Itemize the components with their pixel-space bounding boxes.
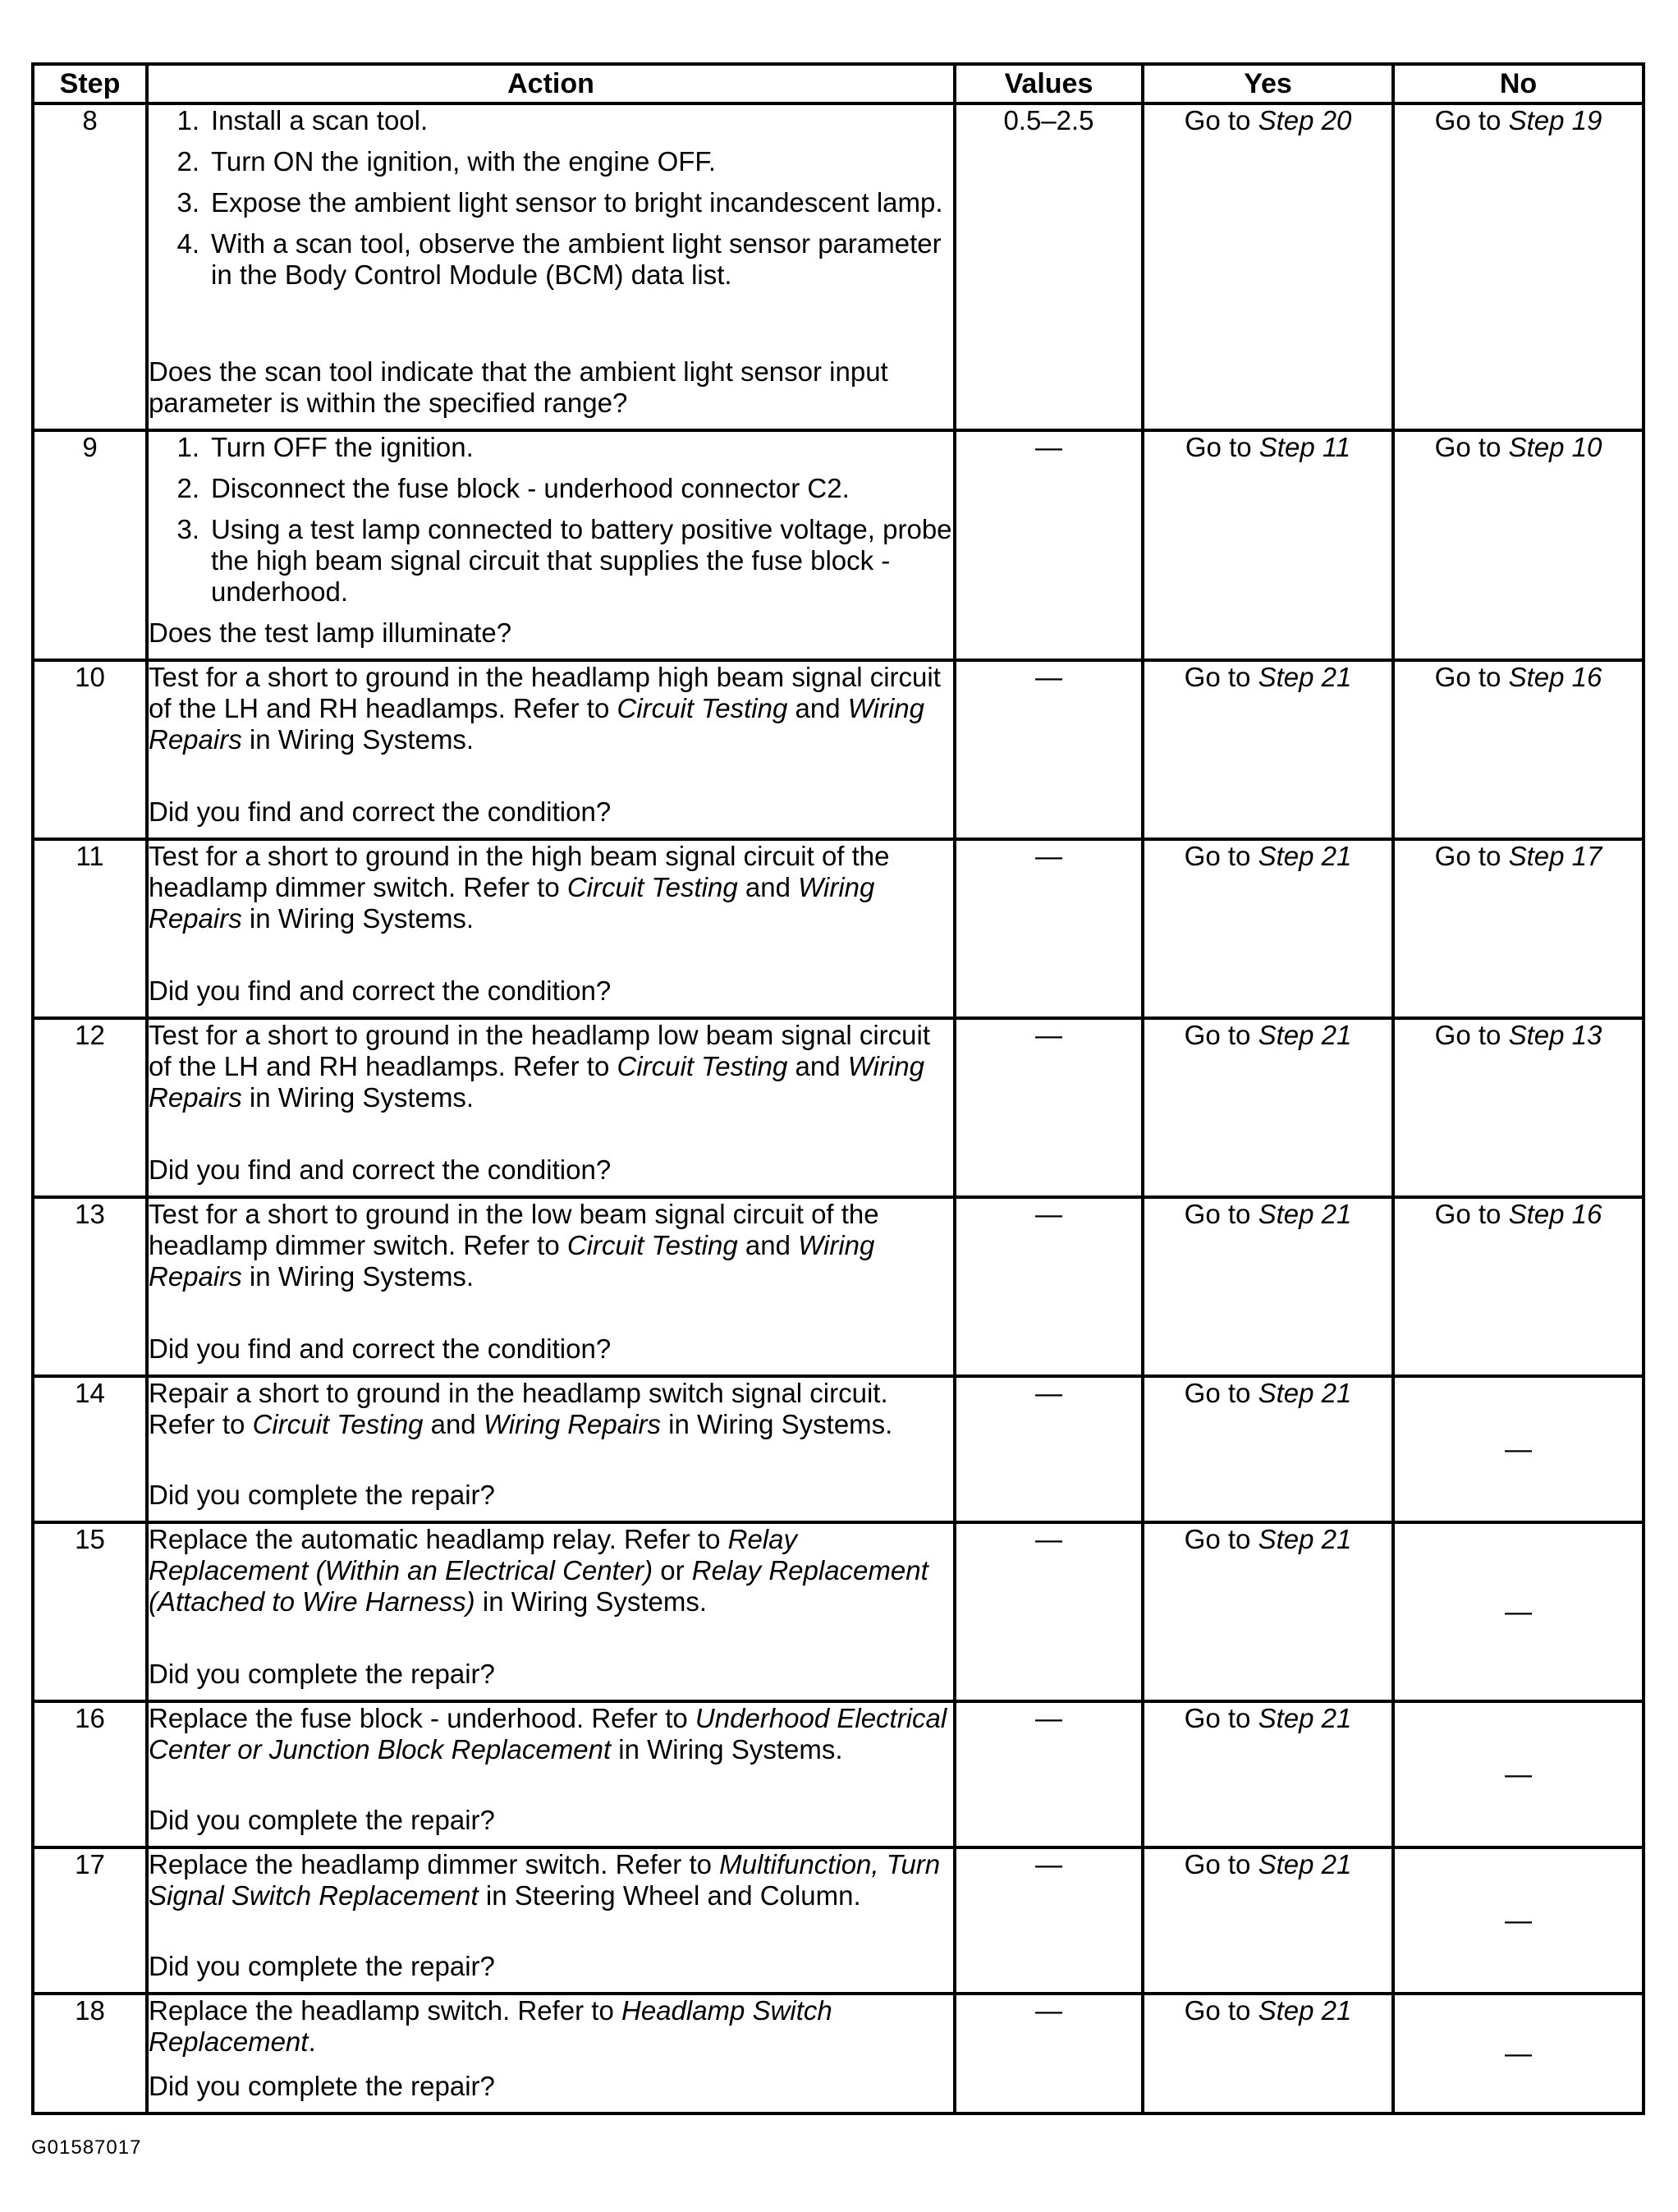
action-cell (147, 660, 955, 839)
reference-link: Circuit Testing (566, 872, 738, 902)
figure-id: G01587017 (31, 2136, 142, 2159)
action-content (149, 432, 953, 649)
value-text: — (1035, 1849, 1062, 1879)
step-number: 12 (33, 1018, 147, 1197)
reference-link: Wiring Repairs (149, 693, 924, 755)
yes-cell (1143, 1994, 1393, 2113)
table-row (33, 1197, 1644, 1376)
action-text (149, 1524, 953, 1618)
goto-prefix: Go to (1434, 1199, 1501, 1229)
goto-prefix: Go to (1184, 841, 1251, 871)
action-step-text: Disconnect the fuse block - underhood connector C2. (211, 473, 850, 503)
header-values: Values (955, 64, 1143, 103)
value-text: — (1035, 1995, 1062, 2026)
action-text-segment: in Wiring Systems. (241, 1261, 475, 1292)
action-instructions (149, 105, 953, 301)
table-row (33, 1018, 1644, 1197)
yes-cell (1143, 430, 1393, 660)
value-cell (955, 1018, 1143, 1197)
action-step-number: 1. (177, 432, 199, 462)
value-text: — (1035, 662, 1062, 692)
action-content (149, 105, 953, 419)
no-cell (1393, 1522, 1644, 1701)
goto-step-ref: Step 10 (1508, 432, 1602, 462)
reference-link: Circuit Testing (566, 1230, 738, 1260)
action-cell (147, 1522, 955, 1701)
action-step-number: 4. (177, 228, 199, 259)
value-cell (955, 1701, 1143, 1847)
action-text (149, 1703, 953, 1765)
table-body (33, 103, 1644, 2113)
action-steps-list (149, 105, 953, 291)
reference-link: Wiring Repairs (149, 1230, 875, 1292)
goto-step-ref: Step 21 (1258, 1199, 1352, 1229)
action-step-number: 2. (177, 473, 199, 503)
diagnostic-table (31, 62, 1645, 2115)
action-text-segment: in Wiring Systems. (241, 903, 475, 934)
no-cell (1393, 430, 1644, 660)
action-instructions (149, 1199, 953, 1292)
action-step-item (149, 228, 953, 291)
action-text-segment: and (787, 1051, 848, 1081)
action-instructions (149, 662, 953, 755)
goto-step-ref: Step 21 (1258, 1703, 1352, 1733)
yes-cell (1143, 103, 1393, 430)
goto-step-ref: Step 21 (1258, 1020, 1352, 1050)
goto-step-ref: Step 16 (1508, 1199, 1602, 1229)
yes-cell (1143, 1701, 1393, 1847)
reference-link: Headlamp Switch Replacement (149, 1995, 832, 2057)
action-cell (147, 1197, 955, 1376)
action-text-segment: Replace the headlamp dimmer switch. Refer to (149, 1849, 720, 1879)
action-content (149, 1020, 953, 1186)
yes-cell (1143, 1018, 1393, 1197)
action-step-number: 3. (177, 514, 199, 544)
action-text (149, 1995, 953, 2058)
action-question: Does the test lamp illuminate? (149, 617, 512, 648)
goto-step-ref: Step 20 (1258, 105, 1352, 135)
step-number: 16 (33, 1701, 147, 1847)
goto-prefix: Go to (1184, 1703, 1251, 1733)
no-action-dash: — (1505, 2038, 1532, 2068)
goto-step-ref: Step 21 (1258, 662, 1352, 692)
value-text: — (1035, 432, 1062, 462)
yes-cell (1143, 839, 1393, 1018)
goto-step-ref: Step 16 (1508, 662, 1602, 692)
action-question: Did you complete the repair? (149, 1659, 495, 1689)
action-text (149, 1020, 953, 1113)
yes-cell (1143, 1376, 1393, 1522)
no-cell (1393, 1376, 1644, 1522)
action-instructions (149, 1524, 953, 1618)
header-yes: Yes (1143, 64, 1393, 103)
action-instructions (149, 1849, 953, 1911)
goto-prefix: Go to (1184, 1524, 1251, 1554)
action-step-text: With a scan tool, observe the ambient light sensor parameter in the Body Control Module (BCM) data list. (211, 228, 942, 290)
table-row (33, 1847, 1644, 1994)
no-cell (1393, 1197, 1644, 1376)
action-text-segment: Repair a short to ground in the headlamp switch signal circuit. Refer to (149, 1378, 888, 1439)
action-instructions (149, 1020, 953, 1113)
action-question: Did you complete the repair? (149, 1951, 495, 1981)
action-question: Did you complete the repair? (149, 1480, 495, 1510)
action-content (149, 662, 953, 828)
action-cell (147, 839, 955, 1018)
action-text-segment: Test for a short to ground in the low beam signal circuit of the headlamp dimmer switch. Refer to (149, 1199, 879, 1260)
action-question: Did you find and correct the condition? (149, 1333, 612, 1364)
action-text-segment: Replace the headlamp switch. Refer to (149, 1995, 621, 2026)
table-row (33, 103, 1644, 430)
action-question: Did you find and correct the condition? (149, 1154, 612, 1185)
reference-link: Multifunction, Turn Signal Switch Replacement (149, 1849, 941, 1911)
reference-link: Circuit Testing (617, 1051, 788, 1081)
action-cell (147, 1847, 955, 1994)
goto-prefix: Go to (1434, 1020, 1501, 1050)
action-text-segment: . (308, 2026, 316, 2057)
action-question: Does the scan tool indicate that the ambient light sensor input parameter is within the specified range? (149, 356, 888, 418)
no-cell (1393, 839, 1644, 1018)
header-step: Step (33, 64, 147, 103)
goto-prefix: Go to (1184, 1995, 1251, 2026)
step-number: 8 (33, 103, 147, 430)
no-cell (1393, 103, 1644, 430)
goto-prefix: Go to (1184, 662, 1251, 692)
goto-step-ref: Step 21 (1258, 1524, 1352, 1554)
value-cell (955, 839, 1143, 1018)
action-instructions (149, 841, 953, 934)
goto-prefix: Go to (1184, 1199, 1251, 1229)
goto-step-ref: Step 21 (1258, 841, 1352, 871)
table-row (33, 1522, 1644, 1701)
action-step-item (149, 187, 953, 218)
action-question: Did you complete the repair? (149, 1805, 495, 1835)
no-action-dash: — (1505, 1905, 1532, 1935)
action-text (149, 841, 953, 934)
action-steps-list (149, 432, 953, 608)
action-cell (147, 1376, 955, 1522)
action-text-segment: Test for a short to ground in the headlamp high beam signal circuit of the LH and RH headlamps. Refer to (149, 662, 941, 723)
action-text-segment: and (787, 693, 848, 723)
goto-step-ref: Step 19 (1508, 105, 1602, 135)
step-number: 11 (33, 839, 147, 1018)
action-step-item (149, 146, 953, 177)
header-action: Action (147, 64, 955, 103)
action-text-segment: Test for a short to ground in the high beam signal circuit of the headlamp dimmer switch. Refer to (149, 841, 890, 902)
action-content (149, 841, 953, 1007)
step-number: 10 (33, 660, 147, 839)
goto-prefix: Go to (1184, 1378, 1251, 1408)
step-number: 9 (33, 430, 147, 660)
action-step-item (149, 473, 953, 504)
action-step-item (149, 105, 953, 136)
goto-prefix: Go to (1434, 105, 1501, 135)
reference-link: Wiring Repairs (149, 1051, 924, 1113)
step-number: 13 (33, 1197, 147, 1376)
goto-step-ref: Step 21 (1258, 1995, 1352, 2026)
action-text-segment: Replace the fuse block - underhood. Refer to (149, 1703, 695, 1733)
goto-prefix: Go to (1184, 1020, 1251, 1050)
value-text: 0.5–2.5 (1003, 105, 1094, 135)
value-cell (955, 1197, 1143, 1376)
action-text-segment: in Wiring Systems. (241, 1082, 475, 1113)
action-text-segment: in Wiring Systems. (241, 724, 475, 755)
goto-step-ref: Step 11 (1258, 432, 1351, 462)
action-content (149, 1524, 953, 1690)
action-cell (147, 1701, 955, 1847)
action-content (149, 1199, 953, 1365)
action-question: Did you find and correct the condition? (149, 796, 612, 827)
table-row (33, 839, 1644, 1018)
action-content (149, 1995, 953, 2102)
action-text (149, 1199, 953, 1292)
step-number: 15 (33, 1522, 147, 1701)
reference-link: Relay Replacement (Within an Electrical Center) (149, 1524, 797, 1586)
reference-link: Circuit Testing (252, 1409, 424, 1439)
no-cell (1393, 1847, 1644, 1994)
table-row (33, 660, 1644, 839)
action-step-text: Install a scan tool. (211, 105, 429, 135)
value-cell (955, 1847, 1143, 1994)
action-step-item (149, 432, 953, 463)
action-cell (147, 1994, 955, 2113)
yes-cell (1143, 1522, 1393, 1701)
action-step-item (149, 514, 953, 608)
table-row (33, 1994, 1644, 2113)
step-number: 18 (33, 1994, 147, 2113)
action-question: Did you find and correct the condition? (149, 975, 612, 1006)
action-text-segment: in Wiring Systems. (660, 1409, 893, 1439)
reference-link: Circuit Testing (617, 693, 788, 723)
action-text-segment: in Steering Wheel and Column. (478, 1880, 861, 1911)
value-text: — (1035, 1199, 1062, 1229)
action-text-segment: in Wiring Systems. (475, 1586, 708, 1617)
no-action-dash: — (1505, 1434, 1532, 1464)
action-text-segment: and (423, 1409, 484, 1439)
reference-link: Wiring Repairs (149, 872, 875, 934)
value-cell (955, 1376, 1143, 1522)
goto-step-ref: Step 17 (1508, 841, 1602, 871)
action-text-segment: Replace the automatic headlamp relay. Refer to (149, 1524, 728, 1554)
goto-step-ref: Step 13 (1508, 1020, 1602, 1050)
action-cell (147, 1018, 955, 1197)
value-text: — (1035, 1524, 1062, 1554)
no-cell (1393, 660, 1644, 839)
table-row (33, 1701, 1644, 1847)
no-cell (1393, 1994, 1644, 2113)
action-step-number: 1. (177, 105, 199, 135)
action-step-text: Using a test lamp connected to battery positive voltage, probe the high beam signal circuit that supplies the fuse block - underhood. (211, 514, 952, 607)
no-cell (1393, 1701, 1644, 1847)
yes-cell (1143, 1847, 1393, 1994)
yes-cell (1143, 1197, 1393, 1376)
action-step-text: Turn OFF the ignition. (211, 432, 474, 462)
value-text: — (1035, 1378, 1062, 1408)
action-step-text: Expose the ambient light sensor to bright incandescent lamp. (211, 187, 943, 218)
header-row (33, 64, 1644, 103)
goto-step-ref: Step 21 (1258, 1378, 1352, 1408)
step-number: 17 (33, 1847, 147, 1994)
action-step-number: 3. (177, 187, 199, 218)
reference-link: Underhood Electrical Center or Junction Block Replacement (149, 1703, 947, 1765)
action-text-segment: Test for a short to ground in the headlamp low beam signal circuit of the LH and RH headlamps. Refer to (149, 1020, 931, 1081)
table-row (33, 430, 1644, 660)
action-content (149, 1703, 953, 1836)
action-text (149, 1849, 953, 1911)
value-cell (955, 660, 1143, 839)
action-text-segment: and (737, 1230, 799, 1260)
reference-link: Wiring Repairs (483, 1409, 661, 1439)
action-cell (147, 430, 955, 660)
action-instructions (149, 1378, 953, 1440)
no-action-dash: — (1505, 1759, 1532, 1789)
no-action-dash: — (1505, 1596, 1532, 1627)
value-text: — (1035, 841, 1062, 871)
action-step-number: 2. (177, 146, 199, 177)
action-instructions (149, 432, 953, 617)
goto-prefix: Go to (1434, 432, 1501, 462)
header-no: No (1393, 64, 1644, 103)
yes-cell (1143, 660, 1393, 839)
action-text (149, 662, 953, 755)
value-cell (955, 103, 1143, 430)
action-text (149, 1378, 953, 1440)
value-text: — (1035, 1703, 1062, 1733)
goto-prefix: Go to (1185, 432, 1252, 462)
value-cell (955, 1994, 1143, 2113)
reference-link: Relay Replacement (Attached to Wire Harness) (149, 1555, 928, 1617)
goto-prefix: Go to (1434, 662, 1501, 692)
action-text-segment: and (737, 872, 799, 902)
table-row (33, 1376, 1644, 1522)
action-text-segment: in Wiring Systems. (611, 1734, 843, 1765)
action-question: Did you complete the repair? (149, 2071, 495, 2101)
no-cell (1393, 1018, 1644, 1197)
goto-prefix: Go to (1434, 841, 1501, 871)
action-content (149, 1849, 953, 1982)
action-instructions (149, 1995, 953, 2058)
action-step-text: Turn ON the ignition, with the engine OFF. (211, 146, 717, 177)
goto-step-ref: Step 21 (1258, 1849, 1352, 1879)
value-cell (955, 1522, 1143, 1701)
goto-prefix: Go to (1184, 1849, 1251, 1879)
step-number: 14 (33, 1376, 147, 1522)
value-cell (955, 430, 1143, 660)
action-text-segment: or (653, 1555, 692, 1586)
action-cell (147, 103, 955, 430)
goto-prefix: Go to (1184, 105, 1251, 135)
action-content (149, 1378, 953, 1511)
action-instructions (149, 1703, 953, 1765)
value-text: — (1035, 1020, 1062, 1050)
